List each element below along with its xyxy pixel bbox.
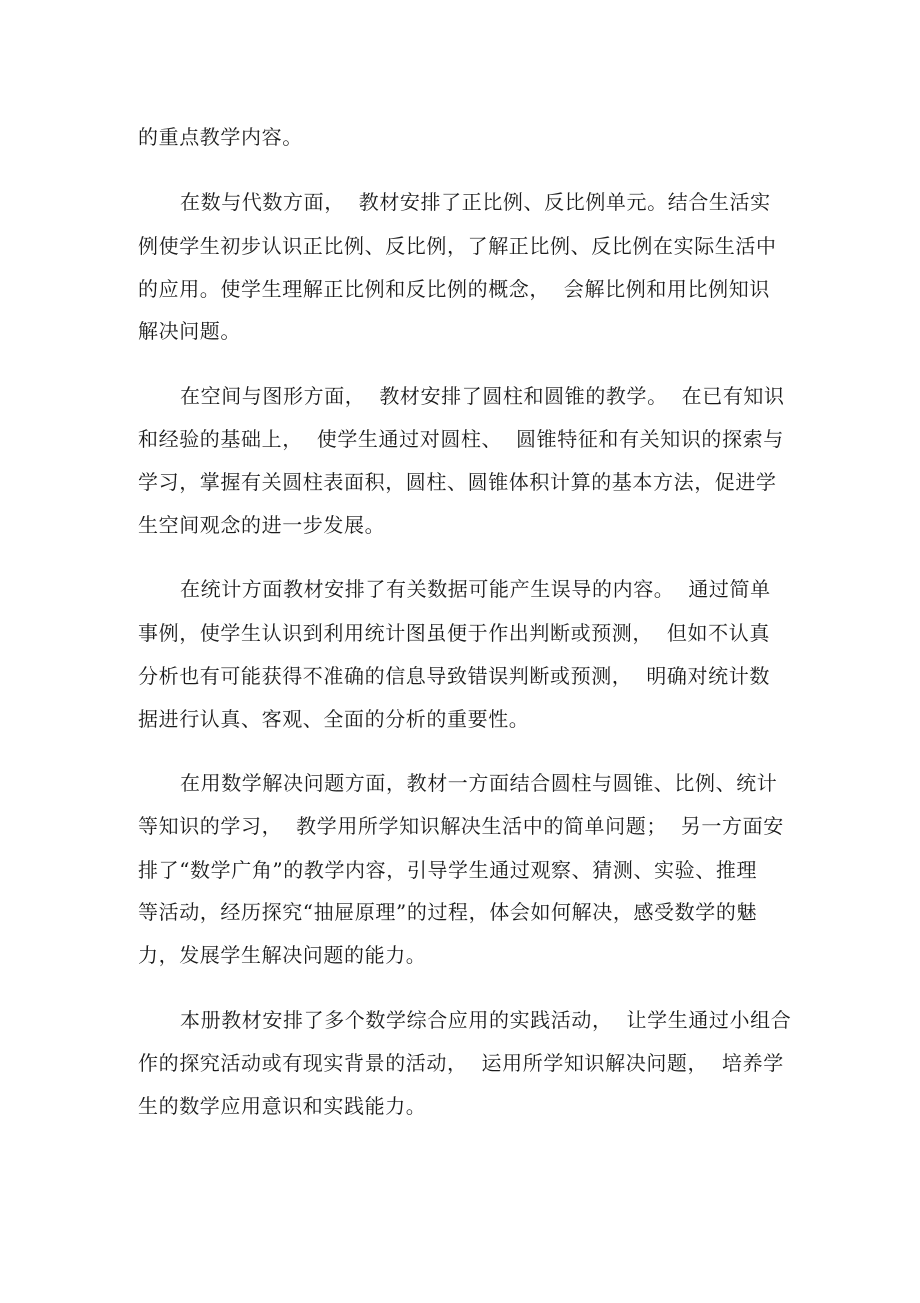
paragraph-2-line-4: 解决问题。 [138,319,241,343]
paragraph-2-line-2: 例使学生初步认识正比例、反比例，了解正比例、反比例在实际生活中 [138,234,777,258]
paragraph-1-line-1: 的重点教学内容。 [138,125,303,149]
paragraph-5-line-5: 力，发展学生解决问题的能力。 [138,943,427,967]
paragraph-6-line-3: 生的数学应用意识和实践能力。 [138,1094,427,1118]
paragraph-4-line-3: 分析也有可能获得不准确的信息导致错误判断或预测， 明确对统计数 [138,664,770,688]
paragraph-5-line-4: 等活动，经历探究“抽屉原理”的过程，体会如何解决，感受数学的魅 [138,900,758,924]
paragraph-3-line-1: 在空间与图形方面， 教材安排了圆柱和圆锥的教学。 在已有知识 [180,384,785,408]
paragraph-5-line-2: 等知识的学习， 教学用所学知识解决生活中的简单问题； 另一方面安 [138,814,784,838]
paragraph-2-line-3: 的应用。使学生理解正比例和反比例的概念， 会解比例和用比例知识 [138,277,770,301]
paragraph-6-line-2: 作的探究活动或有现实背景的活动， 运用所学知识解决问题， 培养学 [138,1051,784,1075]
paragraph-3-line-2: 和经验的基础上， 使学生通过对圆柱、 圆锥特征和有关知识的探索与 [138,427,784,451]
paragraph-5-line-3: 排了“数学广角”的教学内容，引导学生通过观察、猜测、实验、推理 [138,858,758,882]
paragraph-2-line-1: 在数与代数方面， 教材安排了正比例、反比例单元。结合生活实 [180,190,771,214]
paragraph-4-line-2: 事例，使学生认识到利用统计图虽便于作出判断或预测， 但如不认真 [138,621,770,645]
paragraph-3-line-3: 学习，掌握有关圆柱表面积，圆柱、圆锥体积计算的基本方法，促进学 [138,470,777,494]
paragraph-5-line-1: 在用数学解决问题方面，教材一方面结合圆柱与圆锥、比例、统计 [180,771,778,795]
paragraph-3-line-4: 生空间观念的进一步发展。 [138,513,386,537]
paragraph-6-line-1: 本册教材安排了多个数学综合应用的实践活动， 让学生通过小组合 [180,1008,792,1032]
paragraph-4-line-1: 在统计方面教材安排了有关数据可能产生误导的内容。 通过简单 [180,577,771,601]
paragraph-4-line-4: 据进行认真、客观、全面的分析的重要性。 [138,707,530,731]
